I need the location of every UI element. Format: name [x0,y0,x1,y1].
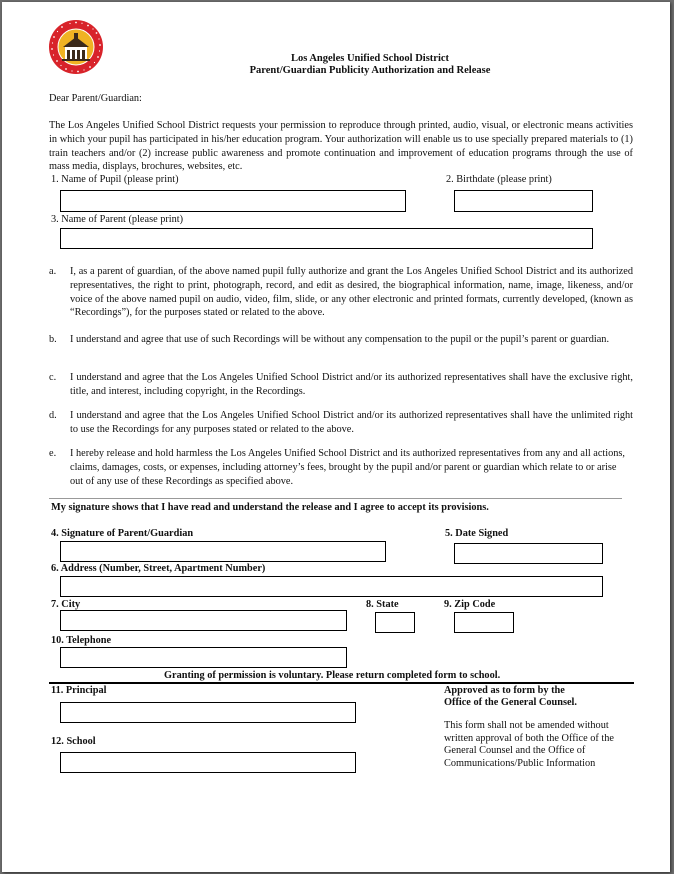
form-title [202,53,538,77]
signature-statement: My signature shows that I have read and understand the release and I agree to accept its provisions. [51,502,489,513]
pupil-name-field[interactable] [60,190,406,212]
date-signed-label: 5. Date Signed [445,528,509,539]
term-b-letter: b. [49,334,57,345]
signature-field[interactable] [60,541,386,562]
school-label: 12. School [51,736,96,747]
state-field[interactable] [375,612,415,633]
term-d-letter: d. [49,410,57,421]
term-e-letter: e. [49,448,57,459]
section-divider [49,498,622,499]
school-field[interactable] [60,752,356,773]
amendment-note [444,720,614,770]
city-field[interactable] [60,610,347,631]
salutation: Dear Parent/Guardian: [49,93,142,104]
date-signed-field[interactable] [454,543,603,564]
zip-label: 9. Zip Code [444,599,496,610]
form-name: Parent/Guardian Publicity Authorization and Release [249,65,491,76]
form-page [2,2,670,872]
term-a-text: I, as a parent of guardian, of the above named pupil fully authorize and grant the Los Angeles Unified School District and its authorized representatives, the right to print, photograph, record, and edit as desired, the biographical information, name, image, likeness, and/or voice of the above named pupil on audio, video, film, slide, or any other electronic and printed formats, currently developed, (known as “Recordings”), for the purposes stated or related to the above. [70,266,633,319]
state-label: 8. State [366,599,399,610]
parent-name-field[interactable] [60,228,593,249]
amendment-note-line: This form shall not be amended without [444,720,609,731]
term-c-letter: c. [49,372,57,383]
principal-field[interactable] [60,702,356,723]
lausd-seal-logo [48,19,104,75]
term-a-letter: a. [49,266,57,277]
pupil-name-label: 1. Name of Pupil (please print) [51,174,179,185]
amendment-note-line: Communications/Public Information [444,757,596,769]
address-field[interactable] [60,576,603,597]
zip-field[interactable] [454,612,514,633]
approval-line-2: Office of the General Counsel. [444,697,577,708]
term-d-text: I understand and agree that the Los Angeles Unified School District and/or its authorized representatives shall have the unlimited right to use the Recordings for any purposes stated or related to the above. [70,410,633,435]
signature-label: 4. Signature of Parent/Guardian [51,528,194,539]
birthdate-label: 2. Birthdate (please print) [446,174,552,185]
telephone-label: 10. Telephone [51,635,112,646]
amendment-note-line: General Counsel and the Office of [444,745,586,756]
intro-paragraph: The Los Angeles Unified School District requests your permission to reproduce through printed, audio, visual, or electronic means activities in which your pupil has participated in his/her education program. Your authorization will enable us to use specially prepared materials to (1) train teachers and/or (2) increase public awareness and promote continuation and improvement of education programs through the use of mass media, displays, brochures, websites, etc. [49,120,633,173]
voluntary-note: Granting of permission is voluntary. Please return completed form to school. [164,670,501,681]
principal-label: 11. Principal [51,685,107,696]
amendment-note-line: written approval of both the Office of the [444,732,614,744]
telephone-field[interactable] [60,647,347,668]
address-label: 6. Address (Number, Street, Apartment Number) [51,563,266,574]
city-label: 7. City [51,599,81,610]
term-b-text: I understand and agree that use of such Recordings will be without any compensation to the pupil or the pupil’s parent or guardian. [70,334,610,345]
term-e-text: I hereby release and hold harmless the Los Angeles Unified School District and its authorized representatives from any and all actions, claims, damages, costs, or expenses, including attorney’s fees, brought by the pupil and/or parent or guardian which relate to or arise out of any use of these Recordings as specified above. [70,448,626,487]
term-c-text: I understand and agree that the Los Angeles Unified School District and/or its authorized representatives shall have the exclusive right, title, and interest, including copyright, in the Recordings. [70,372,633,397]
district-name: Los Angeles Unified School District [290,53,450,64]
parent-name-label: 3. Name of Parent (please print) [51,214,184,225]
approval-line-1: Approved as to form by the [444,685,565,696]
birthdate-field[interactable] [454,190,593,212]
